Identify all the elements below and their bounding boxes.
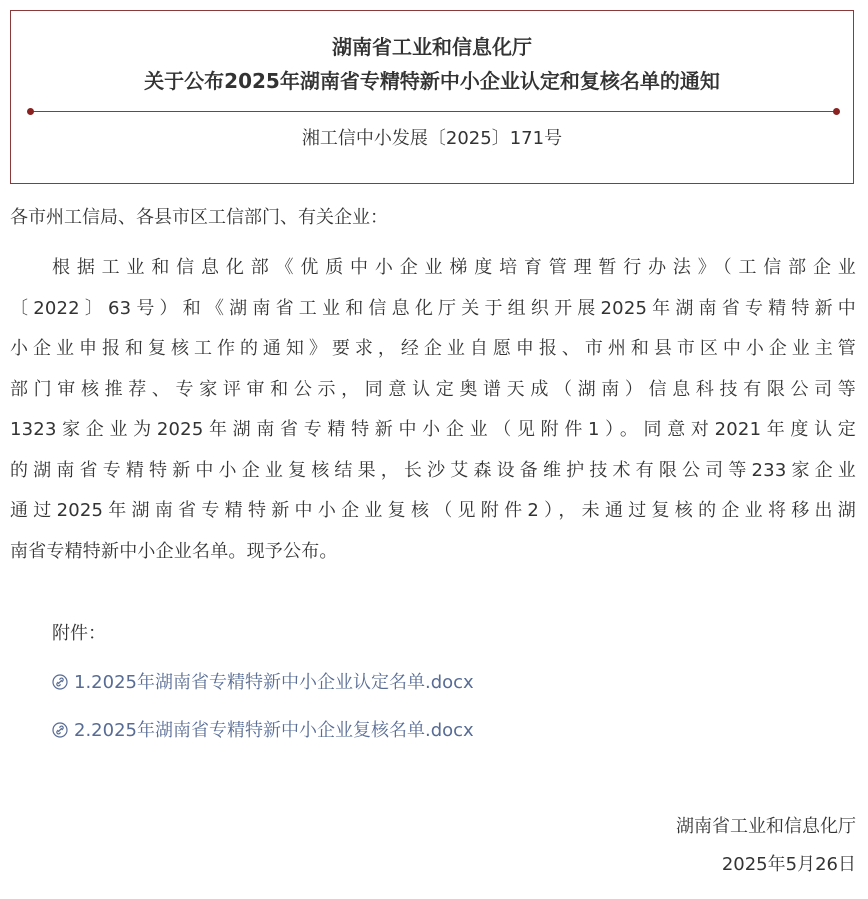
notice-title-issuer: 湖南省工业和信息化厅: [332, 35, 532, 59]
signature-date: 2025年5月26日: [721, 854, 856, 875]
divider-dot-left: [27, 108, 34, 115]
body-line: 南省专精特新中小企业名单。现予公布。: [10, 540, 338, 562]
attachment-link-1[interactable]: [52, 669, 474, 697]
body-paragraph: [10, 248, 856, 572]
body-line: 部门审核推荐、专家评审和公示，同意认定奥谱天成（湖南）信息科技有限公司等: [10, 378, 856, 400]
attachment-link-text[interactable]: 1.2025年湖南省专精特新中小企业认定名单.docx: [74, 672, 474, 693]
attachment-link-text[interactable]: 2.2025年湖南省专精特新中小企业复核名单.docx: [74, 720, 474, 741]
body-line: 的湖南省专精特新中小企业复核结果，长沙艾森设备维护技术有限公司等233家企业: [10, 459, 856, 481]
notice-header-box: [10, 10, 854, 184]
body-line: 通过2025年湖南省专精特新中小企业复核（见附件2），未通过复核的企业将移出湖: [10, 500, 856, 521]
body-line: 小企业申报和复核工作的通知》要求，经企业自愿申报、市州和县市区中小企业主管: [10, 338, 856, 359]
body-line: 1323家企业为2025年湖南省专精特新中小企业（见附件1）。同意对2021年度认定: [10, 419, 856, 440]
header-divider: [30, 111, 836, 112]
divider-dot-right: [833, 108, 840, 115]
signature-organization: 湖南省工业和信息化厅: [676, 816, 856, 837]
notice-title: 关于公布2025年湖南省专精特新中小企业认定和复核名单的通知: [144, 69, 720, 93]
link-icon: [52, 674, 68, 690]
body-line: 〔2022〕63号）和《湖南省工业和信息化厅关于组织开展2025年湖南省专精特新中: [10, 297, 856, 319]
body-line: 根据工业和信息化部《优质中小企业梯度培育管理暂行办法》（工信部企业: [52, 257, 856, 278]
link-icon: [52, 722, 68, 738]
document-number: 湘工信中小发展〔2025〕171号: [301, 128, 563, 149]
attachments-label: 附件：: [52, 623, 106, 644]
attachment-link-2[interactable]: [52, 717, 474, 745]
salutation: 各市州工信局、各县市区工信部门、有关企业：: [10, 207, 388, 228]
